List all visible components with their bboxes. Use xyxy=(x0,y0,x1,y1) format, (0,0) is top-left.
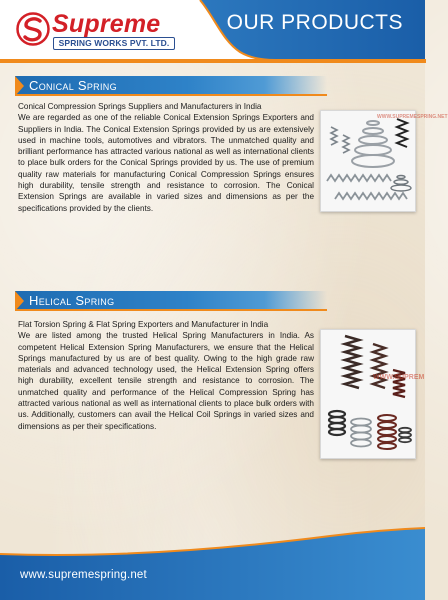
section-intro: Conical Compression Springs Suppliers and Manufacturers in India xyxy=(18,102,262,111)
section-heading-label: Helical Spring xyxy=(29,293,115,308)
company-logo[interactable] xyxy=(16,10,170,50)
page-header xyxy=(0,0,425,62)
website-link[interactable]: www.supremespring.net xyxy=(20,569,147,581)
brand-tagline: SPRING WORKS PVT. LTD. xyxy=(53,37,175,50)
helical-springs-photo xyxy=(320,329,425,459)
footer-banner xyxy=(0,528,425,600)
section-heading-label: Conical Spring xyxy=(29,78,117,93)
helical-springs-image xyxy=(321,330,415,458)
section-content-conical-spring xyxy=(18,101,314,214)
page-title: OUR PRODUCTS xyxy=(226,11,403,34)
section-intro: Flat Torsion Spring & Flat Spring Exporters and Manufacturer in India xyxy=(18,320,269,329)
logo-emblem-icon xyxy=(16,12,50,46)
section-body: We are regarded as one of the reliable Conical Extension Springs Exporters and Suppliers in India. The Conical Extension Springs provided by us are extensively used in machine tools, automotives and vibrators. The unmatched quality and brilliant performance has attracted various national as well as international clients to place bulk orders for the Conical Springs provided by us. The use of premium quality raw materials for manufacturing Conical Compression Springs ensures high durability, tensile strength and resistance to corrosion. The Conical Extension Springs are available in varied sizes and dimensions as per the specifications provided by the clients. xyxy=(18,113,314,213)
photo-watermark: WWW.SUPREM xyxy=(373,374,425,381)
section-body: We are listed among the trusted Helical Spring Manufacturers in India. As competent Helical Extension Spring Manufacturers, we ensure that the Helical Springs manufactured by us are of best quality. Owing to the high grade raw materials and advanced technology used, the Helical Extension Spring offers high durability, excellent tensile strength and resistance to corrosion. The unmatched quality and performance of the Helical Compression Spring has attracted various national as well as international clients to place bulk orders with us. Additionally, customers can avail the Helical Coil Springs in varied sizes and dimensions as per their specifications. xyxy=(18,331,314,431)
page-footer xyxy=(0,528,425,600)
conical-springs-photo xyxy=(320,110,448,212)
bullet-arrow-icon xyxy=(15,291,24,311)
section-content-helical-spring xyxy=(18,319,314,432)
bullet-arrow-icon xyxy=(15,76,24,96)
brand-name: Supreme xyxy=(52,10,161,38)
section-heading-conical-spring xyxy=(15,76,327,96)
conical-springs-image xyxy=(321,111,415,211)
section-heading-helical-spring xyxy=(15,291,327,311)
photo-watermark: WWW.SUPREMESPRING.NET xyxy=(377,114,448,120)
